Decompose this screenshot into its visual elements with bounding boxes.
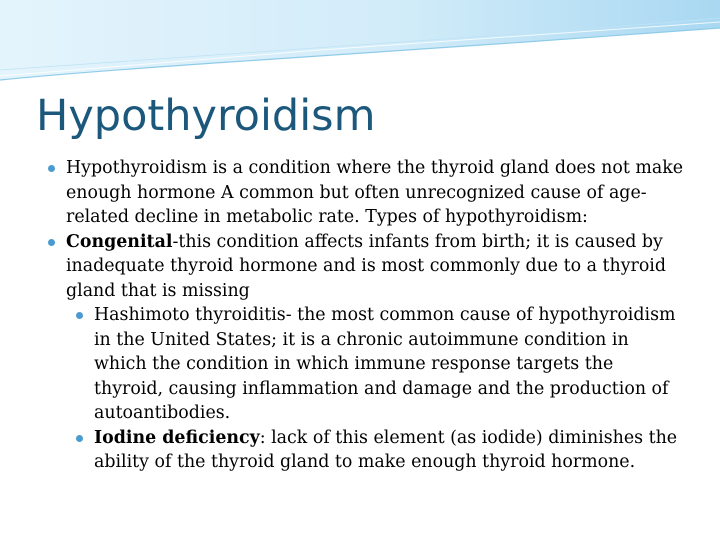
bullet-item	[66, 230, 691, 304]
bullet-text: : lack of this element (as iodide) diminishes the ability of the thyroid gland to make enough thyroid hormone.	[94, 427, 678, 472]
bullet-list	[0, 156, 720, 475]
bullet-bold-term: Congenital	[66, 231, 173, 252]
bullet-text: Hypothyroidism is a condition where the thyroid gland does not make enough hormone A common but often unrecognized cause of age-related decline in metabolic rate. Types of hypothyroidism:	[66, 158, 684, 227]
sub-bullet-item	[94, 426, 684, 475]
bullet-dot-icon	[48, 239, 55, 246]
bullet-dot-icon	[76, 312, 83, 319]
decorative-banner	[0, 0, 720, 90]
bullet-text: Hashimoto thyroiditis- the most common cause of hypothyroidism in the United States; it is a chronic autoimmune condition in which the condition in which immune response targets the thyroid, causing inflammation and damage and the production of autoantibodies.	[94, 305, 676, 423]
bullet-text: -this condition affects infants from birth; it is caused by inadequate thyroid hormone and is most commonly due to a thyroid gland that is missing	[66, 231, 666, 301]
sub-bullet-item	[94, 303, 684, 426]
bullet-dot-icon	[48, 165, 55, 172]
bullet-item	[66, 156, 691, 230]
slide-title: Hypothyroidism	[36, 91, 376, 141]
bullet-bold-term: Iodine deficiency	[94, 427, 260, 448]
bullet-dot-icon	[76, 435, 83, 442]
